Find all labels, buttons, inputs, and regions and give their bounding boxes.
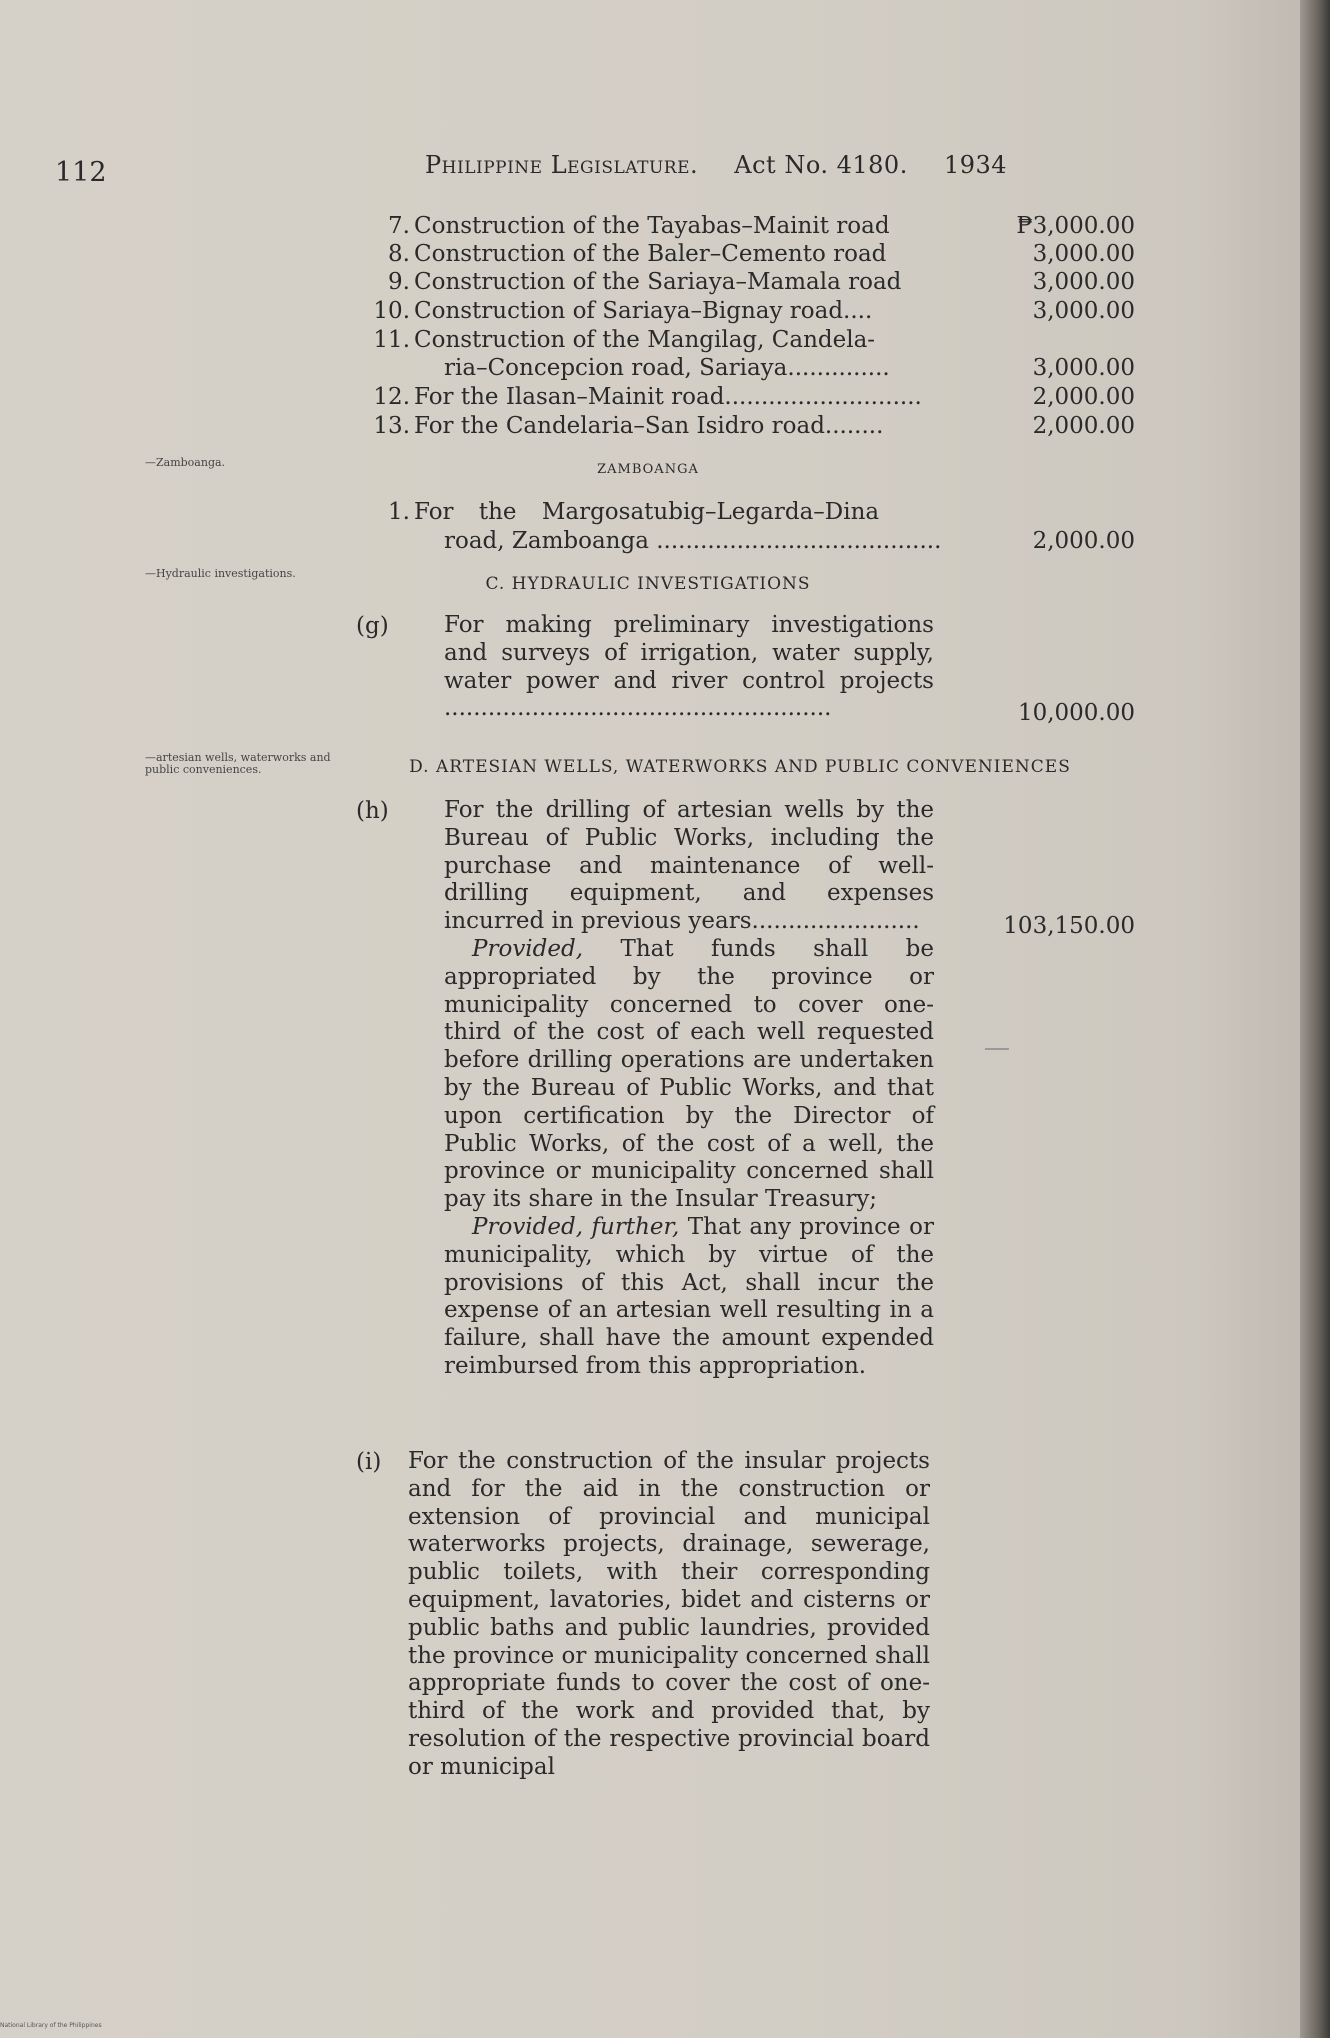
margin-note: —Zamboanga. bbox=[145, 456, 226, 469]
footer-credit: National Library of the Philippines bbox=[0, 2022, 102, 2029]
amount: 3,000.00 bbox=[1032, 269, 1135, 295]
amount: 3,000.00 bbox=[1032, 298, 1135, 324]
amount: 2,000.00 bbox=[1032, 528, 1135, 554]
running-head bbox=[425, 151, 1007, 179]
act-number: Act No. 4180. bbox=[734, 151, 908, 179]
item-label: (h) bbox=[356, 798, 389, 824]
item-label: (i) bbox=[356, 1449, 382, 1475]
section-heading: ZAMBOANGA bbox=[597, 462, 699, 477]
amount: 3,000.00 bbox=[1032, 355, 1135, 381]
legislature-title: Philippine Legislature. bbox=[425, 151, 699, 179]
amount: 3,000.00 bbox=[1032, 241, 1135, 267]
amount: 2,000.00 bbox=[1032, 413, 1135, 439]
scan-mark bbox=[985, 1048, 1009, 1050]
section-heading: D. ARTESIAN WELLS, WATERWORKS AND PUBLIC CONVENIENCES bbox=[409, 757, 1071, 777]
paragraph: For the drilling of artesian wells by the Bureau of Public Works, including the purchase and maintenance of well-drilling equipment, and expenses incurred in previous years....................... Provided, That funds shall be appropriated by the province or municipality concerned to cover one-third of the cost of each well requested before drilling operations are undertaken by the Bureau of Public Works, and that upon certification by the Director of Public Works, of the cost of a well, the province or municipality concerned shall pay its share in the Insular Treasury; Provided, further, That any province or municipality, which by virtue of the provisions of this Act, shall incur the expense of an artesian well resulting in a failure, shall have the amount expended reimbursed from this appropriation. bbox=[444, 797, 934, 1379]
section-heading: C. HYDRAULIC INVESTIGATIONS bbox=[485, 574, 811, 594]
margin-note: —artesian wells, waterworks and public conveniences. bbox=[145, 751, 331, 776]
year: 1934 bbox=[943, 151, 1008, 179]
page-number: 112 bbox=[55, 157, 107, 188]
paragraph: For the construction of the insular projects and for the aid in the construction or extension of provincial and municipal waterworks projects, drainage, sewerage, public toilets, with their corresponding equipment, lavatories, bidet and cisterns or public baths and public laundries, provided the province or municipality concerned shall appropriate funds to cover the cost of one-third of the work and provided that, by resolution of the respective provincial board or municipal bbox=[408, 1448, 930, 1780]
book-spine-edge bbox=[1300, 0, 1330, 2038]
proviso: Provided, That funds shall be appropriated by the province or municipality concerned to cover one-third of the cost of each well requested before drilling operations are undertaken by the Bureau of Public Works, and that upon certification by the Director of Public Works, of the cost of a well, the province or municipality concerned shall pay its share in the Insular Treasury; bbox=[444, 935, 934, 1213]
amount: ₱3,000.00 bbox=[1016, 213, 1135, 239]
paragraph: For making preliminary investigations and surveys of irrigation, water supply, water power and river control projects ..................................................... bbox=[444, 612, 934, 722]
document-page: 112 Philippine Legislature. Act No. 4180. 1934 7. Construction of the Tayabas–Mainit road ₱3,000.00 8. Construction of the Baler–Cemento road 3,000.00 9. Construction of the Sariaya–Mamala road 3,000.00 10. Construction of Sariaya–Bignay road.... 3,000.00 11. Construction of the Mangilag, Candela- ria–Concepcion road, Sariaya.............. 3,000.00 12. For the Ilasan–Mainit road........................... 2,000.00 13. For the Candelaria–San Isidro road........ 2,000.00 —Zamboanga. ZAMBOANGA 1. For the Margosatubig–Legarda–Dina road, Zamboanga ....................................... 2,000.00 —Hydraulic investigations. C. HYDRAULIC INVESTIGATIONS (g) For making preliminary investigations and surveys of irrigation, water supply, water power and river control projects ..................................................... 10,000.00 —artesian wells, waterworks and public conveniences. D. ARTESIAN WELLS, WATERWORKS AND PUBLIC CONVENIENCES (h) For the drilling of artesian wells by the Bureau of Public Works, including the purchase and maintenance of well-drilling equipment, and expenses incurred in previous years....................... Provided, That funds shall be appropriated by the province or municipality concerned to cover one-third of the cost of each well requested before drilling operations are undertaken by the Bureau of Public Works, and that upon certification by the Director of Public Works, of the cost of a well, the province or municipality concerned shall pay its share in the Insular Treasury; Provided, further, That any province or municipality, which by virtue of the provisions of this Act, shall incur the expense of an artesian well resulting in a failure, shall have the amount expended reimbursed from this appropriation. 103,150.00 (i) For the construction of the insular projects and for the aid in the construction or extension of provincial and municipal waterworks projects, drainage, sewerage, public toilets, with their corresponding equipment, lavatories, bidet and cisterns or public baths and public laundries, provided the province or municipality concerned shall appropriate funds to cover the cost of one-third of the work and provided that, by resolution of the respective provincial board or municipal National Library of the Philippines bbox=[0, 0, 1300, 2038]
amount: 2,000.00 bbox=[1032, 384, 1135, 410]
item-label: (g) bbox=[356, 613, 389, 639]
margin-note: —Hydraulic investigations. bbox=[145, 567, 296, 580]
amount: 103,150.00 bbox=[1003, 913, 1135, 939]
proviso: Provided, further, That any province or municipality, which by virtue of the provisions of this Act, shall incur the expense of an artesian well resulting in a failure, shall have the amount expended reimbursed from this appropriation. bbox=[444, 1213, 934, 1379]
amount: 10,000.00 bbox=[1017, 700, 1135, 726]
